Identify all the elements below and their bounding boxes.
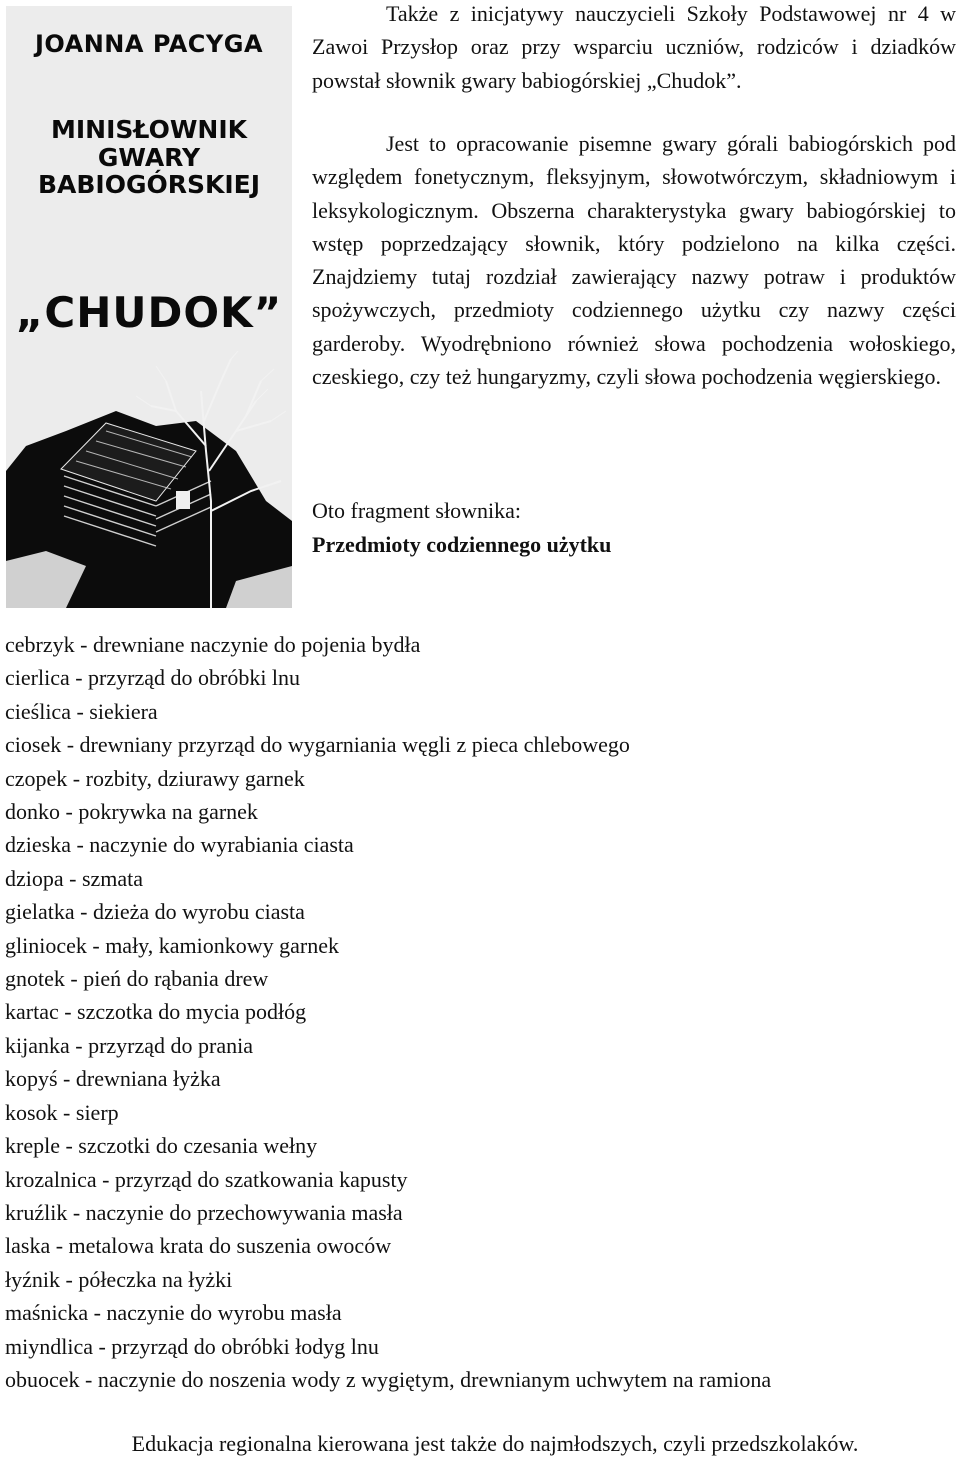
- glossary-entry: cierlica - przyrząd do obróbki lnu: [5, 665, 301, 691]
- glossary-entry: cieślica - siekiera: [5, 698, 158, 724]
- glossary-entry: kopyś - drewniana łyżka: [5, 1066, 221, 1092]
- cabin-illustration: [6, 351, 292, 608]
- book-cover-image: [6, 6, 292, 608]
- cover-subtitle-line: GWARY: [97, 143, 201, 172]
- glossary-entry: kreple - szczotki do czesania wełny: [5, 1133, 318, 1159]
- glossary-entry: gliniocek - mały, kamionkowy garnek: [5, 932, 339, 958]
- glossary-entry: maśnicka - naczynie do wyrobu masła: [5, 1300, 342, 1326]
- glossary-entry: łyźnik - półeczka na łyżki: [5, 1266, 233, 1292]
- glossary-entry: laska - metalowa krata do suszenia owoców: [5, 1233, 392, 1259]
- glossary-entry: ciosek - drewniany przyrząd do wygarniania węgli z pieca chlebowego: [5, 732, 630, 758]
- glossary-entry: kruźlik - naczynie do przechowywania masła: [5, 1199, 403, 1225]
- section-heading: Przedmioty codziennego użytku: [312, 532, 612, 557]
- cover-subtitle-line: MINISŁOWNIK: [51, 115, 247, 144]
- glossary-list: [5, 628, 771, 1396]
- cover-title: „CHUDOK”: [15, 288, 283, 337]
- glossary-entry: kijanka - przyrząd do prania: [5, 1032, 253, 1058]
- glossary-entry: krozalnica - przyrząd do szatkowania kapusty: [5, 1166, 408, 1192]
- glossary-entry: dziopa - szmata: [5, 865, 144, 891]
- fragment-intro: Oto fragment słownika:: [312, 498, 521, 523]
- glossary-entry: miyndlica - przyrząd do obróbki łodyg lnu: [5, 1333, 379, 1359]
- cover-author: JOANNA PACYGA: [34, 30, 264, 58]
- glossary-entry: obuocek - naczynie do noszenia wody z wygiętym, drewnianym uchwytem na ramiona: [5, 1366, 772, 1392]
- description-paragraph: Jest to opracowanie pisemne gwary górali babiogórskich pod względem fonetycznym, fleksyjnym, słowotwórczym, składniowym i leksykologicznym. Obszerna charakterystyka gwary babiogórskiej to wstęp poprzedzający słownik, który podzielono na kilka części. Znajdziemy tutaj rozdział zawierający nazwy potraw i produktów spożywczych, przedmioty codziennego użytku czy nazwy części garderoby. Wyodrębniono również słowa pochodzenia wołoskiego, czeskiego, czy też hungaryzmy, czyli słowa pochodzenia węgierskiego.: [312, 131, 956, 390]
- footer-note: Edukacja regionalna kierowana jest także do najmłodszych, czyli przedszkolaków.: [131, 1431, 859, 1456]
- intro-paragraph: Także z inicjatywy nauczycieli Szkoły Podstawowej nr 4 w Zawoi Przysłop oraz przy wsparciu uczniów, rodziców i dziadków powstał słownik gwary babiogórskiej „Chudok”.: [312, 1, 956, 93]
- glossary-entry: cebrzyk - drewniane naczynie do pojenia bydła: [5, 632, 421, 657]
- glossary-entry: dzieska - naczynie do wyrabiania ciasta: [5, 832, 354, 858]
- cover-subtitle-line: BABIOGÓRSKIEJ: [37, 170, 261, 199]
- glossary-entry: kosok - sierp: [5, 1099, 119, 1125]
- glossary-entry: donko - pokrywka na garnek: [5, 799, 258, 825]
- glossary-entry: czopek - rozbity, dziurawy garnek: [5, 765, 305, 791]
- glossary-entry: gielatka - dzieża do wyrobu ciasta: [5, 899, 305, 925]
- glossary-entry: gnotek - pień do rąbania drew: [5, 966, 269, 992]
- glossary-entry: kartac - szczotka do mycia podłóg: [5, 999, 307, 1025]
